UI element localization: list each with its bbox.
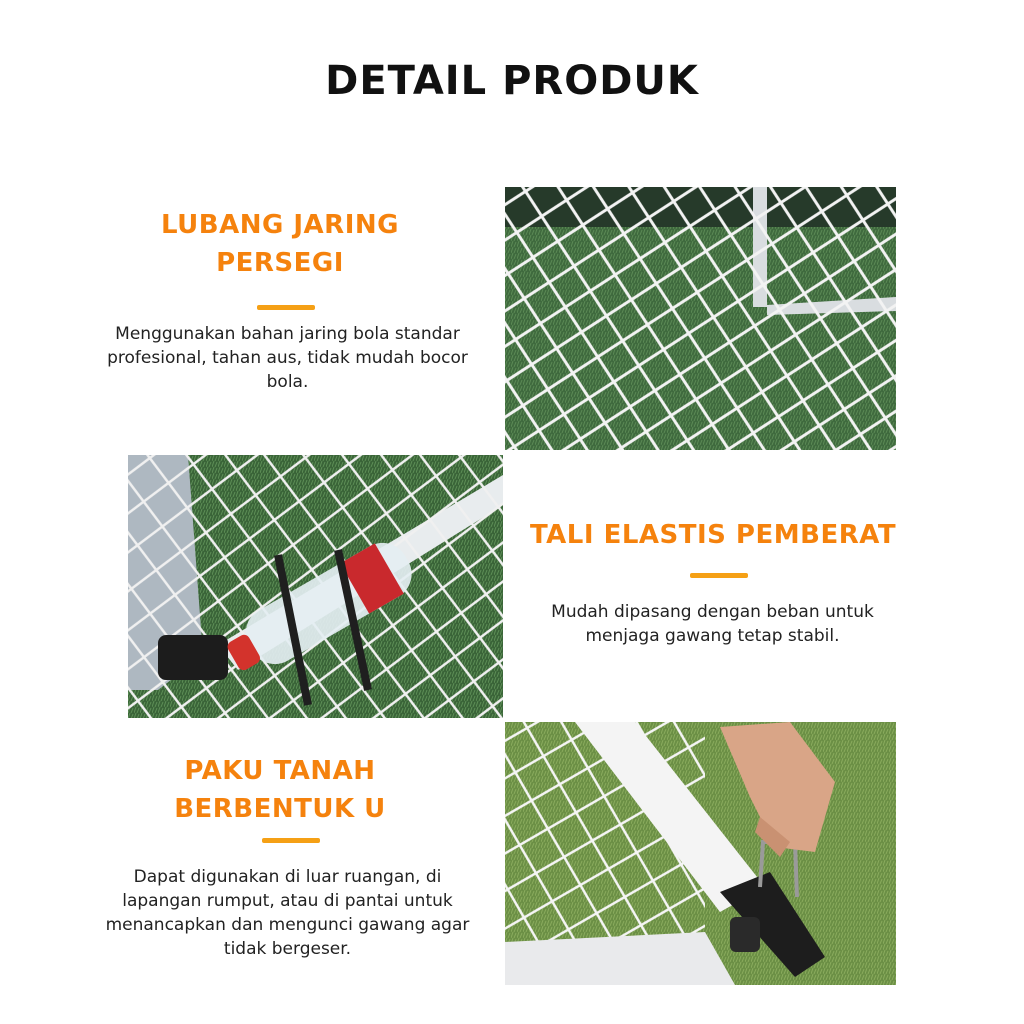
section-2-divider: [690, 573, 748, 578]
section-3-heading: [70, 752, 490, 828]
section-1-heading-line-2: PERSEGI: [216, 248, 344, 278]
section-1-heading: [60, 206, 500, 282]
section-1-description: Menggunakan bahan jaring bola standar profesional, tahan aus, tidak mudah bocor bola.: [107, 324, 468, 392]
section-1-divider: [257, 305, 315, 310]
section-3-description: Dapat digunakan di luar ruangan, di lapangan rumput, atau di pantai untuk menancapkan dan mengunci gawang agar tidak bergeser.: [105, 867, 470, 959]
section-3-heading-line-2: BERBENTUK U: [174, 794, 386, 824]
ground-stake-photo: [505, 722, 896, 985]
section-3-heading-line-1: PAKU TANAH: [184, 756, 376, 786]
section-3-divider: [262, 838, 320, 843]
section-2-heading-line-1: TALI ELASTIS PEMBERAT: [529, 520, 897, 550]
section-2-heading: [508, 516, 918, 554]
bottle-weight-photo: [128, 455, 503, 718]
net-mesh-photo: [505, 187, 896, 450]
section-1-heading-line-1: LUBANG JARING: [161, 210, 399, 240]
section-2-description: Mudah dipasang dengan beban untuk menjaga gawang tetap stabil.: [551, 602, 874, 646]
page-title: DETAIL PRODUK: [325, 58, 699, 104]
